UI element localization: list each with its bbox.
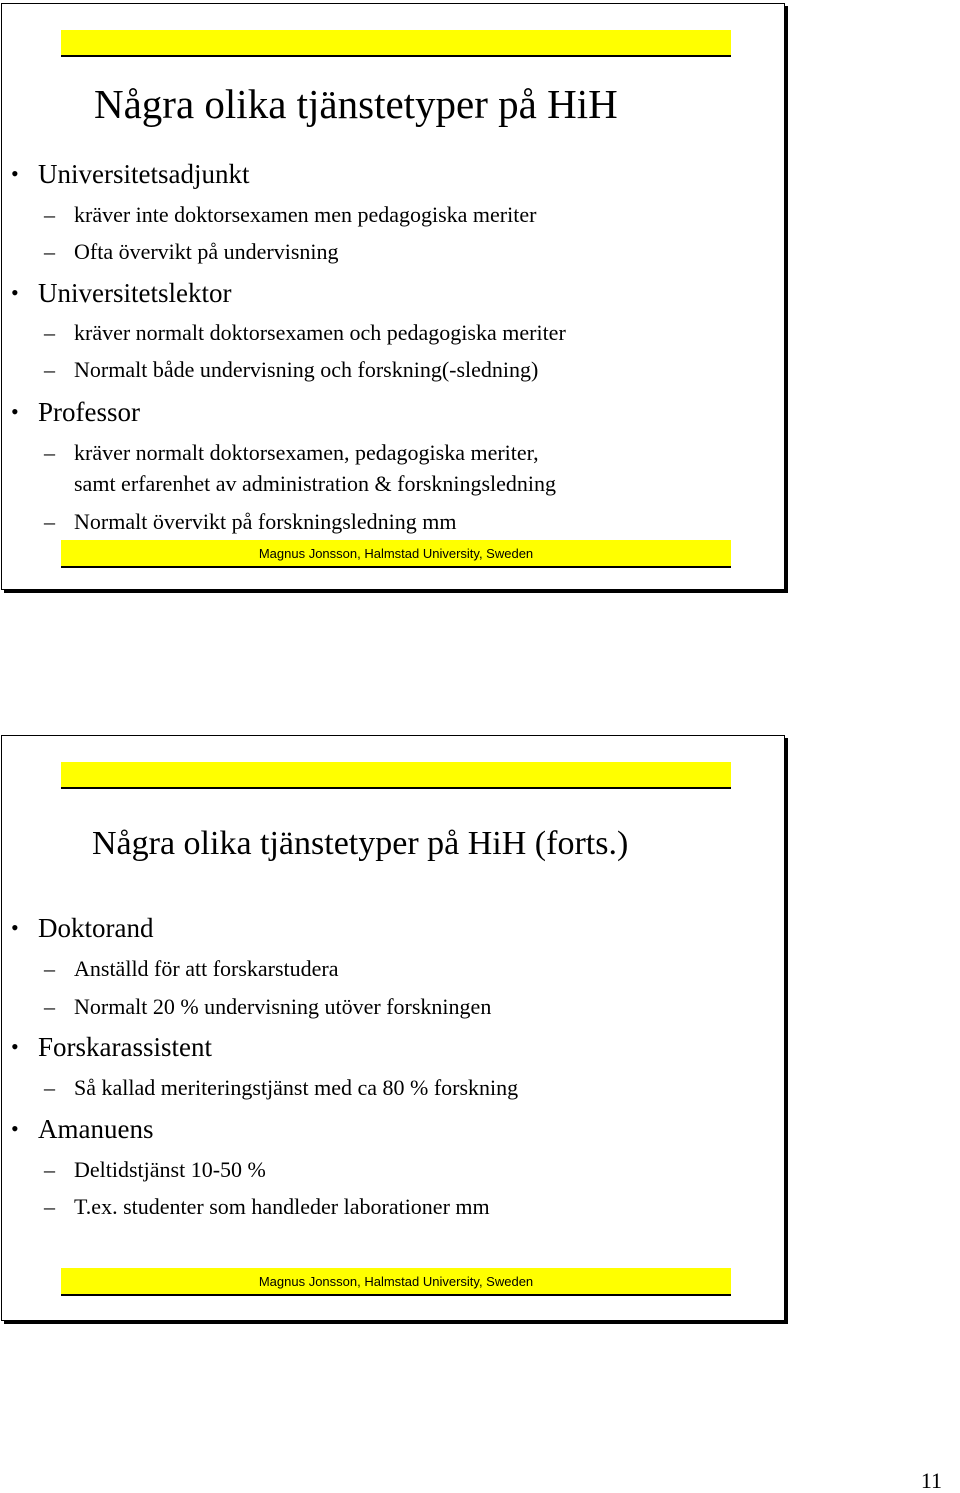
sub-item (44, 994, 492, 1019)
sub-item (44, 509, 457, 534)
sub-item-text: Anställd för att forskarstudera (74, 956, 339, 981)
bullet-icon: • (11, 1116, 19, 1141)
sub-item-text: Normalt 20 % undervisning utöver forskningen (74, 994, 492, 1019)
bullet-item (11, 278, 232, 308)
sub-item-text: Ofta övervikt på undervisning (74, 239, 339, 264)
sub-item (44, 320, 566, 345)
sub-item-text: kräver normalt doktorsexamen och pedagogiska meriter (74, 320, 566, 345)
header-bar (61, 30, 731, 57)
sub-item-text: samt erfarenhet av administration & forskningsledning (74, 471, 557, 496)
bullet-icon: • (11, 399, 19, 424)
sub-item-text: Så kallad meriteringstjänst med ca 80 % forskning (74, 1075, 519, 1100)
bullet-icon: • (11, 161, 19, 186)
dash-icon: – (44, 1157, 55, 1182)
sub-item (44, 202, 537, 227)
sub-item (44, 239, 339, 264)
bullet-icon: • (11, 1034, 19, 1059)
footer-text: Magnus Jonsson, Halmstad University, Sweden (258, 1274, 534, 1289)
dash-icon: – (44, 202, 55, 227)
sub-item-text: Normalt övervikt på forskningsledning mm (74, 509, 457, 534)
bullet-item (11, 1032, 212, 1062)
sub-item (44, 1075, 519, 1100)
sub-item-text: Normalt både undervisning och forskning(-sledning) (74, 357, 539, 382)
dash-icon: – (44, 956, 55, 981)
dash-icon: – (44, 320, 55, 345)
bullet-item (11, 159, 250, 189)
slide-2 (1, 735, 785, 1321)
sub-item-text: kräver normalt doktorsexamen, pedagogiska meriter, (74, 440, 539, 465)
bullet-icon: • (11, 915, 19, 940)
bullet-text: Universitetsadjunkt (38, 159, 250, 189)
footer-text: Magnus Jonsson, Halmstad University, Sweden (258, 546, 534, 561)
bullet-text: Amanuens (38, 1114, 154, 1144)
dash-icon: – (44, 994, 55, 1019)
footer-bar (61, 540, 731, 568)
sub-item-text: kräver inte doktorsexamen men pedagogiska meriter (74, 202, 537, 227)
slide-title: Några olika tjänstetyper på HiH (forts.) (92, 825, 629, 862)
dash-icon: – (44, 509, 55, 534)
slide-1 (1, 3, 785, 590)
dash-icon: – (44, 239, 55, 264)
footer-bar (61, 1268, 731, 1296)
bullet-item (11, 1114, 154, 1144)
bullet-item (11, 913, 154, 943)
page-number: 11 (920, 1468, 942, 1493)
dash-icon: – (44, 1194, 55, 1219)
sub-item-continuation (74, 471, 556, 496)
bullet-icon: • (11, 280, 19, 305)
sub-item (44, 1157, 266, 1182)
bullet-text: Forskarassistent (38, 1032, 212, 1062)
sub-item (44, 440, 539, 465)
slide-title: Några olika tjänstetyper på HiH (94, 81, 618, 127)
bullet-text: Universitetslektor (38, 278, 232, 308)
header-bar (61, 762, 731, 789)
bullet-text: Doktorand (38, 913, 154, 943)
sub-item (44, 956, 339, 981)
bullet-item (11, 397, 140, 427)
sub-item-text: Deltidstjänst 10-50 % (74, 1157, 266, 1182)
dash-icon: – (44, 440, 55, 465)
sub-item (44, 357, 539, 382)
sub-item (44, 1194, 490, 1219)
dash-icon: – (44, 357, 55, 382)
sub-item-text: T.ex. studenter som handleder laborationer mm (74, 1194, 490, 1219)
dash-icon: – (44, 1075, 55, 1100)
bullet-text: Professor (38, 397, 140, 427)
